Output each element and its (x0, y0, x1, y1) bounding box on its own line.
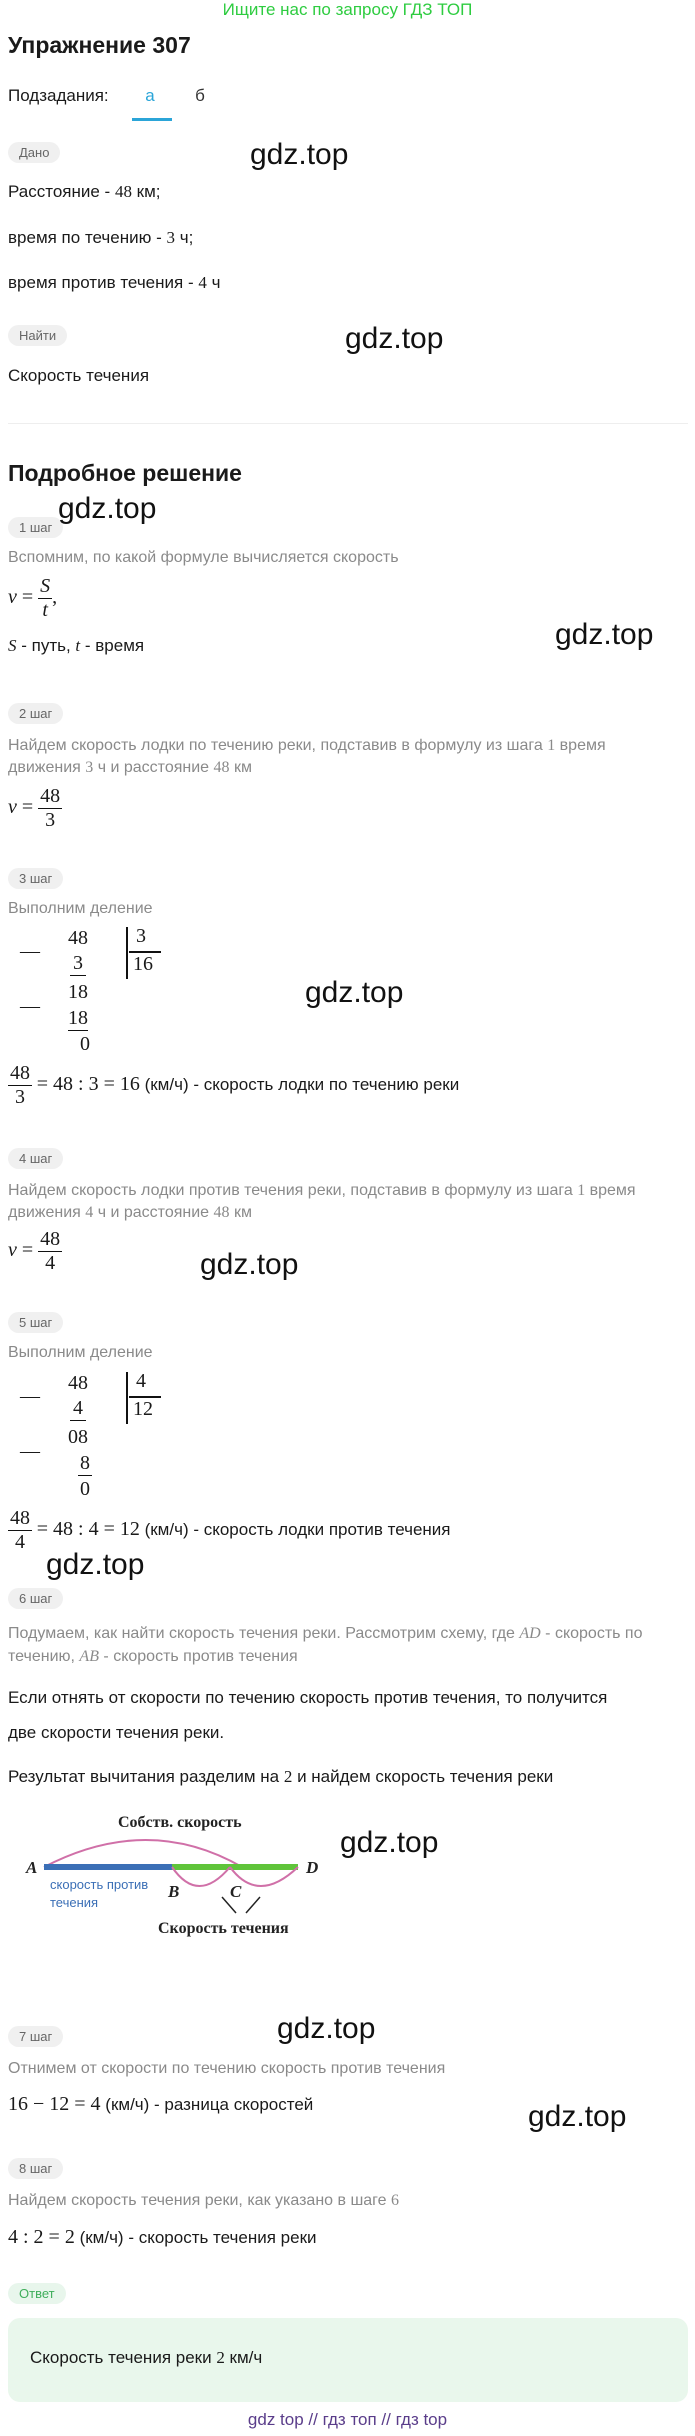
watermark: gdz.top (277, 2012, 376, 2045)
step-8-text: Найдем скорость течения реки, как указано в шаге 6 (8, 2192, 399, 2209)
top-banner[interactable]: Ищите нас по запросу ГДЗ ТОП (222, 0, 473, 19)
diagram-top-label: Собств. скорость (118, 1814, 242, 1831)
step-2-text-1: Найдем скорость лодки по течению реки, подставив в формулу из шага 1 время (8, 737, 606, 754)
answer-pill: Ответ (8, 2283, 66, 2304)
watermark: gdz.top (345, 322, 444, 355)
footer-links[interactable]: gdz top // гдз топ // гдз top (247, 2410, 448, 2429)
step-7-text: Отнимем от скорости по течению скорость против течения (8, 2060, 446, 2077)
given-line-2: время по течению - 3 ч; (8, 228, 194, 247)
step-6-paragraph-2: две скорости течения реки. (8, 1723, 225, 1742)
diagram-blue-label-2: течения (50, 1895, 99, 1910)
step-1-text: Вспомним, по какой формуле вычисляется скорость (8, 549, 399, 566)
tab-a[interactable]: а (145, 86, 155, 105)
diagram-blue-label-1: скорость против (50, 1877, 149, 1892)
diagram-point-c: C (230, 1882, 242, 1901)
step-3-long-division: — — 48 3 18 18 0 3 16 (8, 925, 168, 1055)
step-4-pill: 4 шаг (8, 1148, 63, 1169)
given-line-1: Расстояние - 48 км; (8, 182, 161, 201)
page-title: Упражнение 307 (8, 32, 191, 58)
step-8-pill: 8 шаг (8, 2158, 63, 2179)
step-1-pill: 1 шаг (8, 517, 63, 538)
step-3-result: $\frac{48}{3}$ = 48 : 3 = 16 (км/ч) - скорость лодки по течению реки (10, 1062, 460, 1108)
tab-b[interactable]: б (195, 86, 205, 105)
diagram-point-b: B (168, 1882, 180, 1901)
watermark: gdz.top (250, 138, 349, 171)
watermark: gdz.top (58, 492, 157, 525)
step-2-pill: 2 шаг (8, 703, 63, 724)
watermark: gdz.top (200, 1248, 299, 1281)
find-text: Скорость течения (8, 366, 150, 385)
diagram-point-d: D (306, 1858, 319, 1877)
step-3-pill: 3 шаг (8, 868, 63, 889)
diagram-point-a: A (26, 1858, 38, 1877)
step-6-pill: 6 шаг (8, 1588, 63, 1609)
subtasks-label: Подзадания: (8, 86, 109, 105)
diagram-top-arc (44, 1840, 242, 1867)
tab-a-underline (132, 118, 172, 121)
step-4-formula: v = $\frac{48}{4}$ (8, 1228, 61, 1274)
step-6-paragraph-1: Если отнять от скорости по течению скорость против течения, то получится (8, 1688, 608, 1707)
watermark: gdz.top (305, 976, 404, 1009)
step-2-text-2: движения 3 ч и расстояние 48 км (8, 759, 252, 776)
watermark: gdz.top (46, 1548, 145, 1581)
answer-text: Скорость течения реки 2 км/ч (30, 2348, 263, 2367)
solution-heading: Подробное решение (8, 460, 242, 486)
watermark: gdz.top (528, 2100, 627, 2133)
given-pill: Дано (8, 142, 60, 163)
step-1-formula: v = $\frac{S}{t}$ , (8, 575, 58, 621)
step-7-pill: 7 шаг (8, 2026, 63, 2047)
speed-diagram (8, 1805, 338, 1945)
diagram-bottom-label: Скорость течения (158, 1920, 289, 1937)
divider (8, 423, 688, 424)
find-pill: Найти (8, 325, 67, 346)
step-8-result: 4 : 2 = 2 (км/ч) - скорость течения реки (8, 2226, 317, 2248)
step-6-grey-2: течению, AB - скорость против течения (8, 1648, 298, 1665)
step-7-result: 16 − 12 = 4 (км/ч) - разница скоростей (8, 2093, 314, 2115)
step-5-pill: 5 шаг (8, 1312, 63, 1333)
step-6-paragraph-3: Результат вычитания разделим на 2 и найдем скорость течения реки (8, 1767, 554, 1786)
step-5-text: Выполним деление (8, 1344, 153, 1361)
watermark: gdz.top (555, 618, 654, 651)
step-6-grey-1: Подумаем, как найти скорость течения реки. Рассмотрим схему, где AD - скорость по (8, 1625, 643, 1642)
step-4-text-2: движения 4 ч и расстояние 48 км (8, 1204, 252, 1221)
step-3-text: Выполним деление (8, 900, 153, 917)
step-1-definitions: S - путь, t - время (8, 636, 145, 655)
step-2-formula: v = $\frac{48}{3}$ (8, 785, 61, 831)
watermark: gdz.top (340, 1826, 439, 1859)
step-5-result: $\frac{48}{4}$ = 48 : 4 = 12 (км/ч) - скорость лодки против течения (10, 1507, 451, 1553)
given-line-3: время против течения - 4 ч (8, 273, 221, 292)
step-4-text-1: Найдем скорость лодки против течения реки, подставив в формулу из шага 1 время (8, 1182, 636, 1199)
diagram-pointer-right (246, 1897, 260, 1913)
step-5-long-division: — — 48 4 08 8 0 4 12 (8, 1370, 168, 1500)
